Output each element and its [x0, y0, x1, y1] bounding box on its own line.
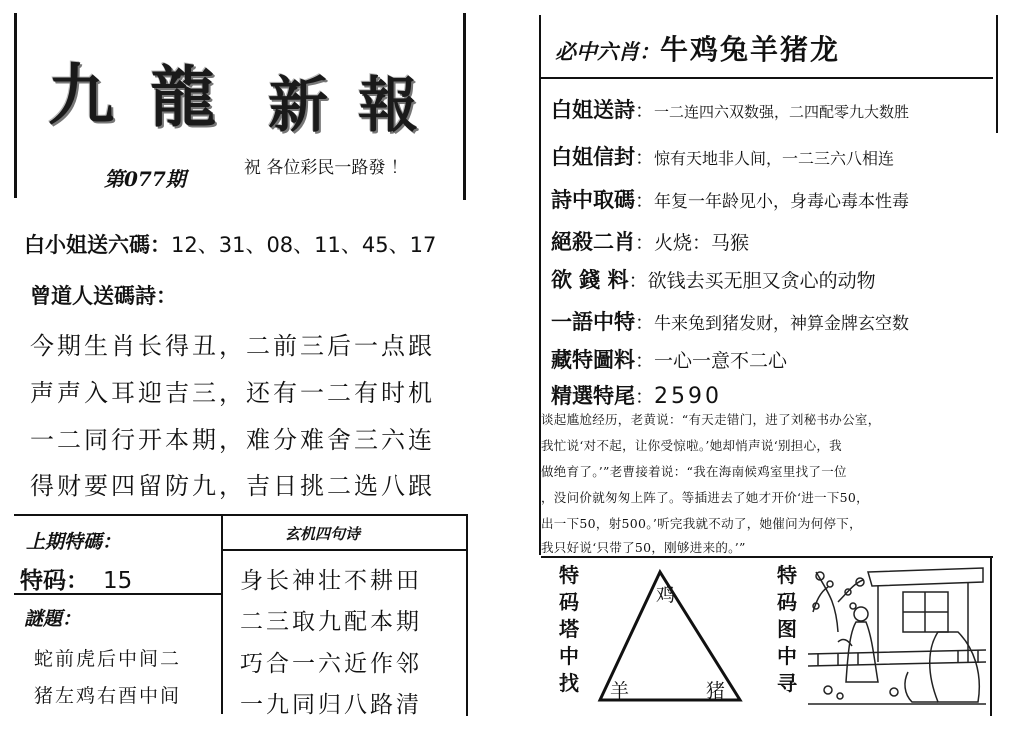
row-text: 一心一意不二心 [654, 350, 788, 372]
must-win-value: 牛鸡兔羊猪龙 [660, 33, 841, 66]
issue-number: 第077期 [104, 167, 186, 191]
divider [541, 556, 993, 558]
row-text: 一二连四六双数强，二四配零九大数胜 [654, 103, 910, 121]
daoren-label: 曾道人送碼詩： [30, 283, 177, 308]
tower-vertical-text: 特 码 塔 中 找 [559, 563, 579, 695]
row-label: 藏特圖料 [551, 347, 635, 372]
xuanji-line: 二三取九配本期 [240, 609, 422, 635]
special-heading: 上期特碼： [26, 531, 122, 553]
info-row: 絕殺二肖：火烧：马猴 [551, 229, 750, 254]
row-text: 牛来兔到猪发财，神算金牌玄空数 [654, 314, 910, 334]
six-numbers-label: 白小姐送六碼： [24, 232, 171, 257]
left-border [14, 13, 17, 198]
title-char-4: 報 [358, 71, 418, 141]
row-text: 火烧：马猴 [654, 232, 750, 254]
tower-bottom-right-label: 猪 [706, 680, 726, 702]
six-numbers-row [24, 229, 436, 259]
right-panel-border [996, 15, 998, 133]
story-line: ，没问价就匆匆上阵了。等插进去了她才开价‘进一下50， [541, 490, 869, 505]
title-char-2: 龍 [150, 58, 216, 136]
special-value: 15 [103, 568, 133, 594]
row-label: 白姐送詩 [551, 97, 635, 122]
greeting: 祝 各位彩民一路發 ！ [244, 158, 408, 178]
poem-line: 得财要四留防九，吉日挑二选八跟 [30, 472, 435, 500]
story-line: 谈起尴尬经历，老黄说：“有天走错门，进了刘秘书办公室， [541, 412, 881, 427]
row-text: 年复一年龄见小，身毒心毒本性毒 [654, 192, 910, 212]
story-line: 出一下50，射500。’听完我就不动了，她催问为何停下， [541, 516, 862, 531]
tower-top-label: 鸡 [656, 584, 676, 606]
divider [541, 77, 993, 79]
info-row: 詩中取碼：年复一年龄见小，身毒心毒本性毒 [551, 187, 910, 212]
xuanji-line: 身长神壮不耕田 [240, 568, 422, 594]
info-row: 欲 錢 料：欲钱去买无胆又贪心的动物 [551, 267, 876, 292]
special-row [20, 562, 132, 595]
info-row: 一語中特：牛来兔到猪发财，神算金牌玄空数 [551, 309, 910, 334]
picture-vertical-text: 特 码 图 中 寻 [777, 563, 797, 695]
poem-line: 一二同行开本期，难分难舍三六连 [30, 426, 435, 454]
divider [14, 514, 468, 516]
row-label: 詩中取碼 [551, 187, 635, 212]
info-row: 白姐送詩：一二连四六双数强，二四配零九大数胜 [551, 97, 910, 122]
title-char-1: 九 [48, 56, 114, 134]
story-line: 做绝育了。’”老曹接着说：“我在海南候鸡室里找了一位 [541, 464, 847, 479]
poem-line: 声声入耳迎吉三，还有一二有时机 [30, 379, 435, 407]
info-row: 精選特尾：2590 [551, 383, 723, 409]
xuanji-line: 一九同归八路清 [240, 692, 422, 718]
xuanji-heading: 玄机四句诗 [285, 525, 361, 543]
masthead-right-border [463, 13, 466, 200]
tower-bottom-left-label: 羊 [610, 680, 630, 702]
divider [990, 556, 992, 716]
special-label: 特码： [20, 567, 89, 594]
divider [221, 516, 223, 714]
must-win-row [555, 28, 840, 68]
story-line: 我只好说‘只带了50，刚够进来的。’” [541, 540, 746, 555]
row-label: 白姐信封 [551, 144, 635, 169]
divider [222, 549, 468, 551]
must-win-label: 必中六肖： [555, 39, 660, 64]
row-label: 絕殺二肖 [551, 229, 635, 254]
row-label: 一語中特 [551, 309, 635, 334]
info-row: 白姐信封：惊有天地非人间，一二三六八相连 [551, 144, 895, 169]
riddle-heading: 謎題： [24, 608, 82, 630]
divider [466, 514, 468, 716]
riddle-line: 猪左鸡右酉中间 [34, 685, 182, 707]
riddle-line: 蛇前虎后中间二 [34, 648, 182, 670]
title-char-3: 新 [268, 71, 328, 141]
info-row: 藏特圖料：一心一意不二心 [551, 347, 788, 372]
row-text: 2590 [654, 384, 723, 409]
row-label: 精選特尾 [551, 383, 635, 408]
row-text: 惊有天地非人间，一二三六八相连 [654, 149, 895, 168]
story-line: 我忙说‘对不起，让你受惊啦。’她却悄声说‘别担心，我 [541, 438, 842, 453]
xuanji-line: 巧合一六近作邻 [240, 651, 422, 677]
row-text: 欲钱去买无胆又贪心的动物 [647, 270, 876, 292]
poem-line: 今期生肖长得丑，二前三后一点跟 [30, 332, 435, 360]
six-numbers-value: 12、31、08、11、45、17 [171, 233, 437, 257]
illustration-garden-scene [808, 562, 986, 712]
row-label: 欲 錢 料 [551, 267, 629, 292]
